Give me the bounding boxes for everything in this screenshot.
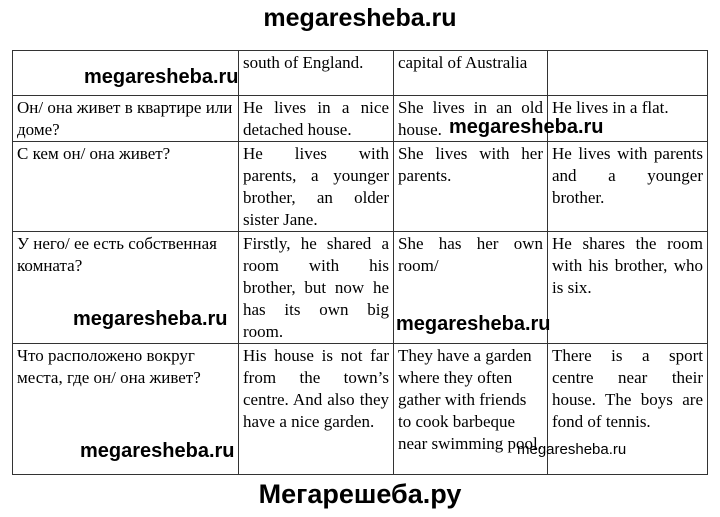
watermark: megaresheba.ru xyxy=(73,308,228,330)
answer-cell-1: south of England. xyxy=(239,51,394,96)
site-header: megaresheba.ru xyxy=(263,4,457,32)
watermark: megaresheba.ru xyxy=(449,116,604,138)
answer-table xyxy=(12,50,708,475)
watermark-small: megaresheba.ru xyxy=(517,441,627,458)
question-cell: Он/ она живет в квартире или доме? xyxy=(13,96,239,142)
answer-cell-1: He lives in a nice detached house. xyxy=(239,96,394,142)
answer-cell-3 xyxy=(548,51,708,96)
answer-cell-1: His house is not far from the town’s centre. And also they have a nice garden. xyxy=(239,344,394,475)
answer-cell-1: Firstly, he shared a room with his brother, but now he has its own big room. xyxy=(239,232,394,344)
question-cell: Что расположено вокруг места, где он/ она живет? xyxy=(13,344,239,475)
answer-cell-1: He lives with parents, a younger brother, an older sister Jane. xyxy=(239,142,394,232)
answer-cell-3: He lives in a flat. xyxy=(548,96,708,142)
answer-cell-2: She lives with her parents. xyxy=(394,142,548,232)
table-row xyxy=(13,142,708,232)
question-cell: У него/ ее есть собственная комната? xyxy=(13,232,239,344)
site-footer: Мегарешеба.ру xyxy=(258,479,462,509)
answer-cell-2: capital of Australia xyxy=(394,51,548,96)
watermark: megaresheba.ru xyxy=(80,440,235,462)
question-cell: С кем он/ она живет? xyxy=(13,142,239,232)
answer-cell-3: He lives with parents and a younger brother. xyxy=(548,142,708,232)
watermark: megaresheba.ru xyxy=(396,313,551,335)
answer-cell-3: He shares the room with his brother, who is six. xyxy=(548,232,708,344)
answer-cell-3: There is a sport centre near their house. The boys are fond of tennis. xyxy=(548,344,708,475)
answer-cell-2: She has her own room/ xyxy=(394,232,548,344)
answer-cell-2: She lives in an old house. xyxy=(394,96,548,142)
watermark: megaresheba.ru xyxy=(84,66,239,88)
answer-cell-2: They have a garden where they often gather with friends to cook barbeque near swimming pool. xyxy=(394,344,548,475)
